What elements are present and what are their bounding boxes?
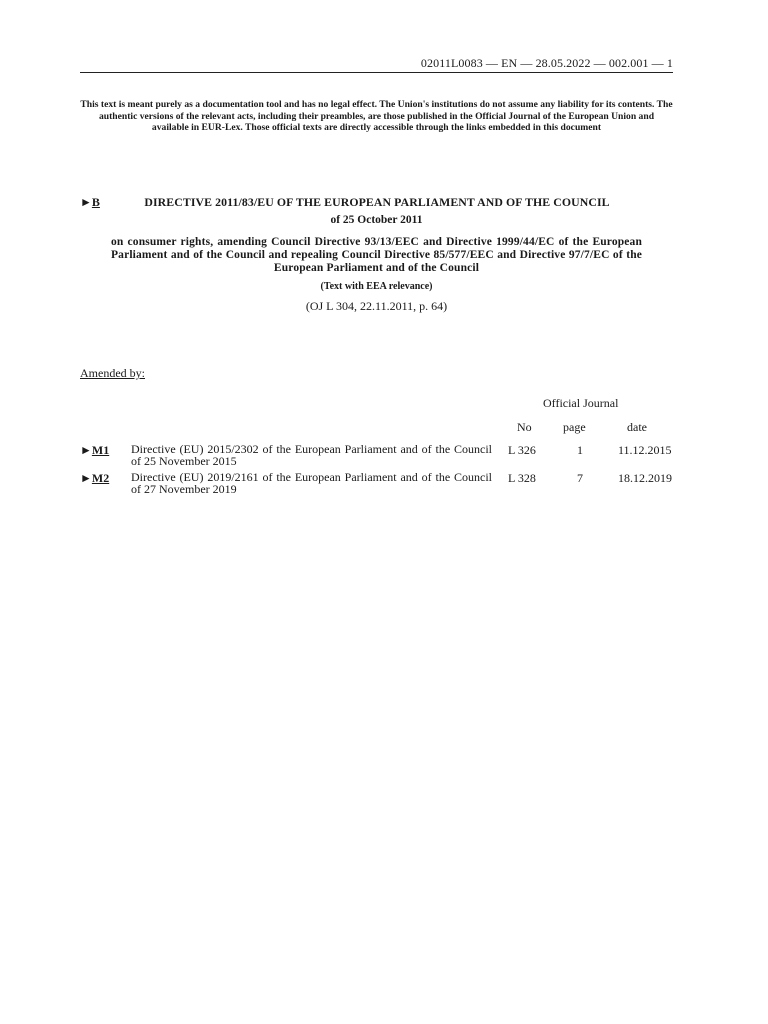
amendment-oj-date: 11.12.2015 [618,443,672,457]
amendment-oj-date: 18.12.2019 [618,471,672,485]
amendment-oj-page: 7 [577,471,583,485]
amendment-oj-no: L 326 [508,443,536,457]
official-journal-reference: (OJ L 304, 22.11.2011, p. 64) [305,299,448,313]
marker-m1-link[interactable]: M1 [91,443,110,457]
document-reference: 02011L0083 — EN — 28.05.2022 — 002.001 — 1 [420,56,673,70]
marker-arrow-icon: ► [80,471,92,485]
marker-arrow-icon: ► [80,195,92,209]
marker-arrow-icon: ► [80,443,92,457]
column-header-page: page [563,420,586,434]
column-header-no: No [517,420,532,434]
act-description: on consumer rights, amending Council Directive 93/13/EEC and Directive 1999/44/EC of the European Parliament and of the Council and repealing Council Directive 85/577/EEC and Directive 97/7/EC of the European Parliament and of the Council [111,236,642,274]
amended-by-heading: Amended by: [80,366,145,380]
column-header-date: date [627,420,647,434]
header-divider [80,72,673,73]
amendment-title: Directive (EU) 2019/2161 of the European Parliament and of the Council of 27 November 2019 [131,470,492,496]
amendment-title: Directive (EU) 2015/2302 of the European Parliament and of the Council of 25 November 2015 [131,442,492,468]
legal-disclaimer: This text is meant purely as a documentation tool and has no legal effect. The Union's institutions do not assume any liability for its contents. The authentic versions of the relevant acts, including their preambles, are those published in the Official Journal of the European Union and available in EUR-Lex. Those official texts are directly accessible through the links embedded in this document [80,99,673,134]
act-marker [80,195,100,210]
official-journal-heading: Official Journal [543,396,619,410]
amendment-marker [80,471,109,486]
amendment-oj-page: 1 [577,443,583,457]
act-date: of 25 October 2011 [330,214,423,226]
eea-relevance: (Text with EEA relevance) [320,281,433,292]
marker-b-link[interactable]: B [91,195,100,209]
act-title: DIRECTIVE 2011/83/EU OF THE EUROPEAN PARLIAMENT AND OF THE COUNCIL [144,195,610,209]
amendment-marker [80,443,109,458]
marker-m2-link[interactable]: M2 [91,471,110,485]
amendment-oj-no: L 328 [508,471,536,485]
